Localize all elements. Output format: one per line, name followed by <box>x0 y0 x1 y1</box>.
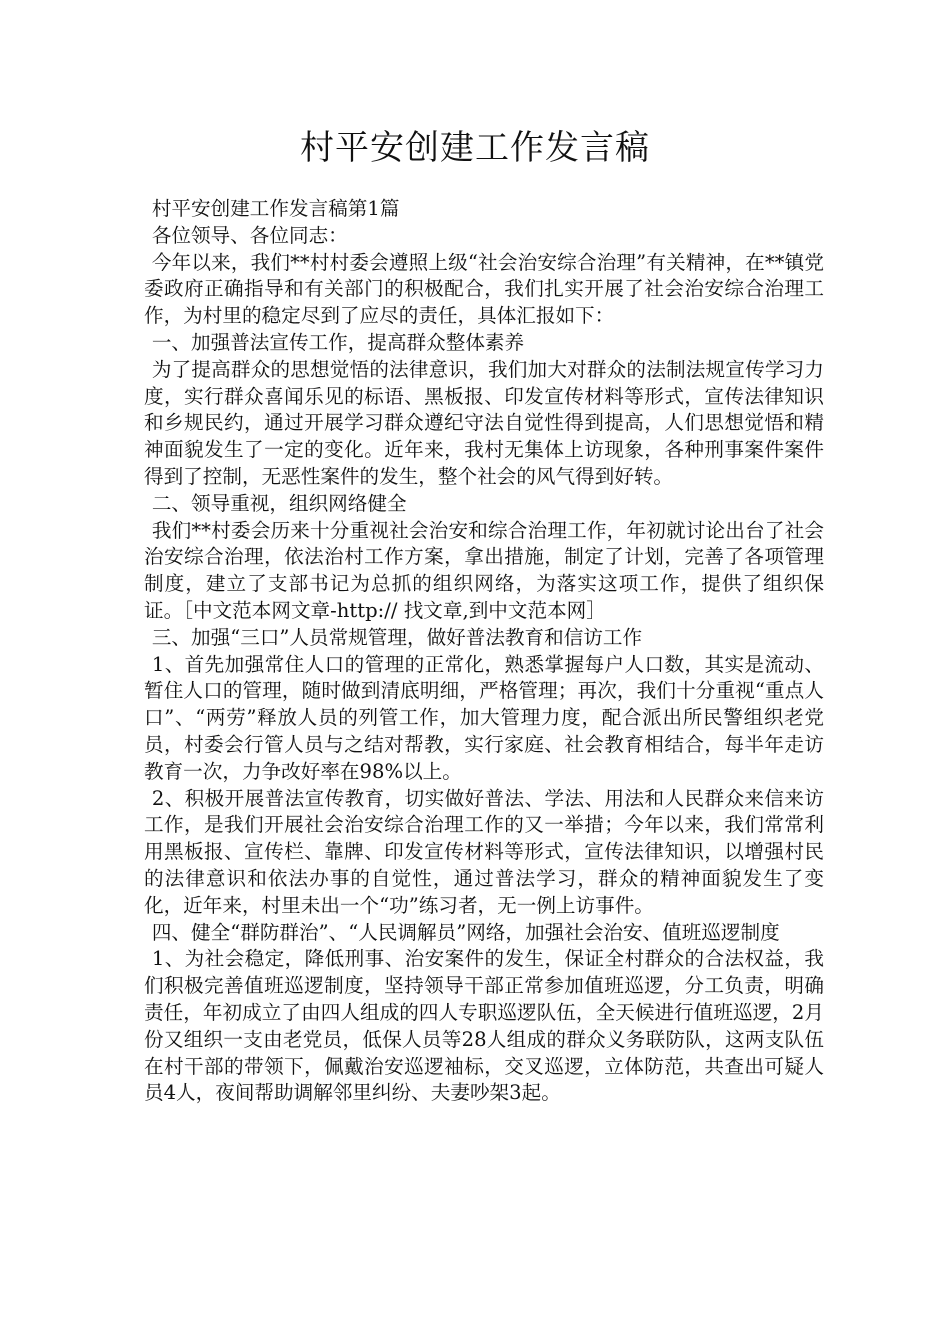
paragraph-2: 我们**村委会历来十分重视社会治安和综合治理工作，年初就讨论出台了社会治安综合治理，依法治村工作方案，拿出措施，制定了计划，完善了各项管理制度，建立了支部书记为总抓的组织网络，为落实这项工作，提供了组织保证。［中文范本网文章-http:// 找文章,到中文范本网］ <box>144 518 824 622</box>
document-title: 村平安创建工作发言稿 <box>300 128 650 168</box>
salutation: 各位领导、各位同志： <box>151 223 348 247</box>
paragraph-4-1: 1、为社会稳定，降低刑事、治安案件的发生，保证全村群众的合法权益，我们积极完善值班巡逻制度，坚持领导干部正常参加值班巡逻，分工负责，明确责任，年初成立了由四人组成的四人专职巡逻队伍，全天候进行值班巡逻，2月份又组织一支由老党员，低保人员等28人组成的群众义务联防队，这两支队伍在村干部的带领下，佩戴治安巡逻袖标，交叉巡逻，立体防范，共查出可疑人员4人，夜间帮助调解邻里纠纷、夫妻吵架3起。 <box>144 947 824 1105</box>
heading-1: 一、加强普法宣传工作，提高群众整体素养 <box>151 330 525 354</box>
heading-2: 二、领导重视，组织网络健全 <box>151 491 407 515</box>
heading-3: 三、加强“三口”人员常规管理，做好普法教育和信访工作 <box>151 625 643 649</box>
paragraph-3-1: 1、首先加强常住人口的管理的正常化，熟悉掌握每户人口数，其实是流动、暂住人口的管理，随时做到清底明细，严格管理；再次，我们十分重视“重点人口”、“两劳”释放人员的列管工作，加大管理力度，配合派出所民警组织老党员，村委会行管人员与之结对帮教，实行家庭、社会教育相结合，每半年走访教育一次，力争改好率在98%以上。 <box>144 652 824 783</box>
section-subtitle: 村平安创建工作发言稿第1篇 <box>151 197 400 220</box>
paragraph-1: 为了提高群众的思想觉悟的法律意识，我们加大对群众的法制法规宣传学习力度，实行群众喜闻乐见的标语、黑板报、印发宣传材料等形式，宣传法律知识和乡规民约，通过开展学习群众遵纪守法自觉性得到提高，人们思想觉悟和精神面貌发生了一定的变化。近年来，我村无集体上访现象，各种刑事案件案件得到了控制，无恶性案件的发生，整个社会的风气得到好转。 <box>144 357 824 488</box>
paragraph-3-2: 2、积极开展普法宣传教育，切实做好普法、学法、用法和人民群众来信来访工作，是我们开展社会治安综合治理工作的又一举措；今年以来，我们常常利用黑板报、宣传栏、靠牌、印发宣传材料等形式，宣传法律知识，以增强村民的法律意识和依法办事的自觉性，通过普法学习，群众的精神面貌发生了变化，近年来，村里未出一个“功”练习者，无一例上访事件。 <box>144 786 824 917</box>
intro-paragraph: 今年以来，我们**村村委会遵照上级“社会治安综合治理”有关精神，在**镇党委政府正确指导和有关部门的积极配合，我们扎实开展了社会治安综合治理工作，为村里的稳定尽到了应尽的责任，具体汇报如下： <box>144 250 824 328</box>
heading-4: 四、健全“群防群治”、“人民调解员”网络，加强社会治安、值班巡逻制度 <box>151 920 780 944</box>
document-body <box>144 196 824 1107</box>
